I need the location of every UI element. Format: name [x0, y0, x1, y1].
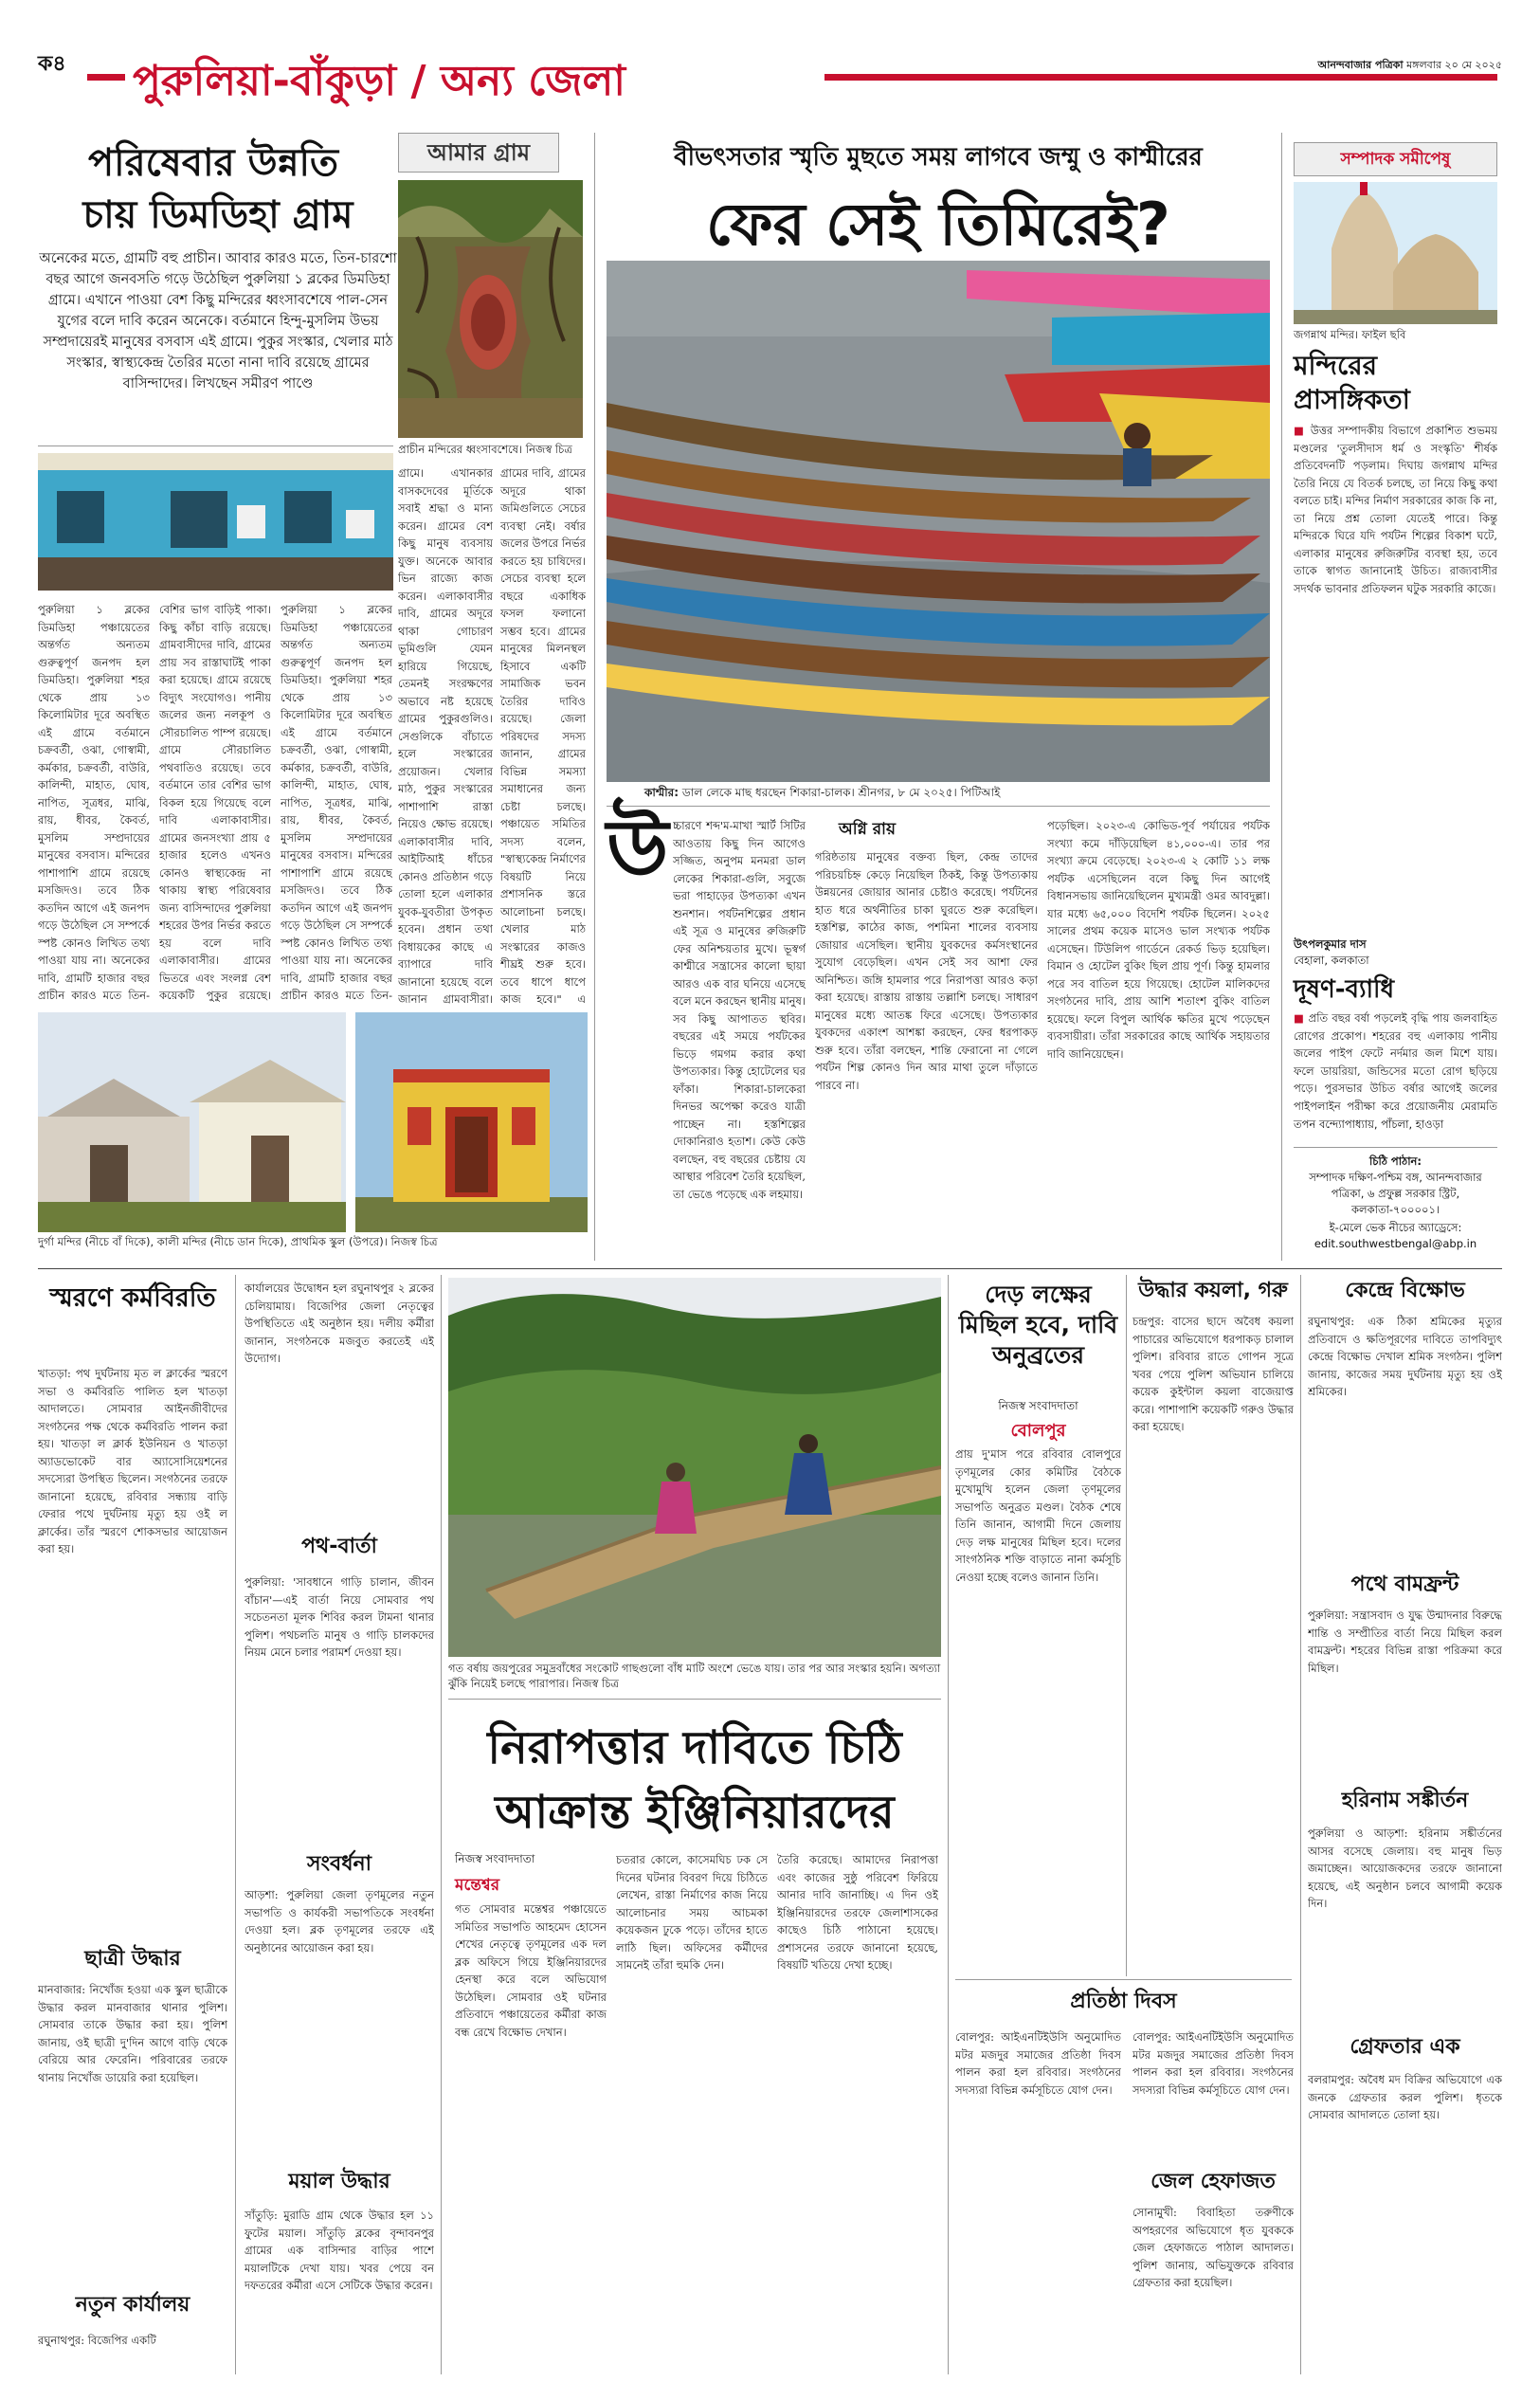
security-byline: নিজস্ব সংবাদদাতা [455, 1852, 535, 1865]
coal-body [1132, 1313, 1294, 1976]
left-head: পথে বামফ্রন্ট [1350, 1573, 1459, 1596]
python-head: ময়াল উদ্ধার [288, 2170, 390, 2193]
kirtan-body-text: পুরুলিয়া ও আড়শা: হরিনাম সঙ্কীর্তনের আসর বসেছে জেলায়। বহু মানুষ ভিড় জমাচ্ছেন। আয়োজকদের তরফে জানানো হয়েছে, এই অনুষ্ঠান চলবে আগামী কয়েক দিন। [1308, 1827, 1502, 1910]
village-headline-2: চায় ডিমডিহা গ্রাম [82, 193, 353, 237]
sambardhana-head: সংবর্ধনা [306, 1852, 372, 1876]
village-col-2-text: বেশির ভাগ বাড়িই পাকা। কিছু কাঁচা বাড়ি রয়েছে। গ্রামবাসীদের দাবি, গ্রামের প্রায় সব রাস্তাঘাটই পাকা করা হয়েছে। গ্রামে রয়েছে বিদ্যুৎ সংযোগও। পানীয় জলের জন্য নলকূপ ও সৌরচালিত পাম্প রয়েছে। গ্রামে সৌরচালিত পথবাতিও রয়েছে। তবে বর্তমানে তার বেশির ভাগ বিকল হয়ে গিয়েছে বলে দাবি এলাকাবাসীর। গ্রামের জনসংখ্যা প্রায় ৫ হাজার হলেও এখনও কোনও স্বাস্থ্যকেন্দ্র না থাকায় স্বাস্থ্য পরিষেবার জন্য বাসিন্দাদের পুরুলিয়া শহরের উপর নির্ভর করতে হয় বলে দাবি এলাকাবাসীর। গ্রামের ভিতরে এবং সংলগ্ন বেশ কয়েকটি পুকুর রয়েছে। [159, 603, 271, 1002]
school-image [38, 453, 393, 591]
kashmir-kicker: বীভৎসতার স্মৃতি মুছতে সময় লাগবে জম্মু ও কাশ্মীরের [674, 143, 1203, 172]
village-col-2b [281, 601, 392, 1004]
email-link[interactable]: ই-মেলে ভেক নীচের অ্যাড্রেসে: edit.southwestbengal@abp.in [1314, 1221, 1477, 1250]
coal-head: উদ্ধার কয়লা, গরু [1138, 1279, 1288, 1302]
security-col-2 [616, 1851, 768, 2368]
editor-bullet-1: ■ [1294, 424, 1306, 437]
rescue-head: ছাত্রী উদ্ধার [84, 1947, 181, 1971]
kicker-text: আমার গ্রাম [426, 139, 531, 166]
paper-date: মঙ্গলবার ২০ মে ২০২৫ [1406, 59, 1502, 71]
jail-body [1132, 2204, 1294, 2370]
editor-address-box [1294, 1147, 1497, 1261]
middle-body-text: কার্যালয়ের উদ্বোধন হল রঘুনাথপুর ২ ব্লকের চেলিয়ামায়। বিজেপির জেলা নেতৃত্বের উপস্থিতিতে এই অনুষ্ঠান হয়। দলীয় কর্মীরা জানান, সংগঠনকে মজবুত করতেই এই উদ্যোগ। [245, 1282, 434, 1365]
village-col-2 [159, 601, 271, 1004]
kashmir-col-3 [1047, 817, 1270, 1258]
kashmir-byline: অগ্নি রায় [838, 820, 896, 839]
kashmir-col-3-text: পড়েছিল। ২০২৩-এ কোভিড-পূর্ব পর্যায়ের পর্যটক সংখ্যা কমে দাঁড়িয়েছিল ৪১,০০০-এ। তার পর সংখ্যা ক্রমে বেড়েছে। ২০২৩-এ ২ কোটি ১১ লক্ষ পর্যটক এসেছিলেন বলে কিছু দিন আগেই বিধানসভায় জানিয়েছিলেন মুখ্যমন্ত্রী ওমর আবদুল্লা। যার মধ্যে ৬৫,০০০ বিদেশি পর্যটক ছিলেন। ২০২৫ সালের প্রথম কয়েক মাসেও ভাল সংখ্যক পর্যটক এসেছেন। টিউলিপ গার্ডেনে রেকর্ড ভিড় হয়েছিল। বিমান ও হোটেল বুকিং ছিল প্রায় পূর্ণ। কিন্তু হামলার পরে সব বাতিল হয়ে গিয়েছে। হোটেল মালিকদের সংগঠনের দাবি, প্রায় আশি শতাংশ বুকিং বাতিল হয়েছে। ফলে বিপুল আর্থিক ক্ষতির মুখে পড়েছেন ব্যবসায়ীরা। তাঁরা সরকারের কাছে আর্থিক সহায়তার দাবি জানিয়েছেন। [1047, 819, 1270, 1061]
shikara-caption-label: কাশ্মীর: [644, 786, 679, 799]
pathabarta-head: পথ-বার্তা [301, 1535, 377, 1558]
office-body [38, 2332, 227, 2360]
address-title: চিঠি পাঠান: [1368, 1155, 1422, 1168]
bottom-divider-4 [1126, 1275, 1127, 1976]
editor-sign-1-place: বেহালা, কলকাতা [1294, 954, 1369, 967]
ruined-temple-photo [398, 180, 583, 438]
arrest-head: গ্রেফতার এক [1350, 2035, 1460, 2059]
editor-head-1: মন্দিরের প্রাসঙ্গিকতা [1294, 350, 1410, 415]
editor-label [1294, 142, 1497, 176]
pratishtha-body-2 [1132, 2028, 1294, 2166]
rescue-body-text: মানবাজার: নিখোঁজ হওয়া এক স্কুল ছাত্রীকে উদ্ধার করল মানবাজার থানার পুলিশ। সোমবার তাকে উদ্ধার করা হয়। পুলিশ জানায়, ওই ছাত্রী দু'দিন আগে বাড়ি থেকে বেরিয়ে আর ফেরেনি। পরিবারের তরফে থানায় নিখোঁজ ডায়েরি করা হয়েছিল। [38, 1983, 227, 2084]
sambardhana-body [245, 1886, 434, 2171]
village-col-4-text: গ্রামের দাবি, গ্রামের অদূরে থাকা জমিগুলিতে সেচের ব্যবস্থা নেই। বর্ষার জলের উপরে নির্ভর করতে হয় চাষিদের। সেচের ব্যবস্থা হলে বছরে একাধিক ফসল ফলানো সম্ভব হবে। গ্রামের মানুষের মিলনস্থল হিসাবে একটি সামাজিক ভবন তৈরির দাবিও রয়েছে। জেলা পরিষদের সদস্য জানান, গ্রামের বিভিন্ন সমস্যা সমাধানের জন্য চেষ্টা চলছে। পঞ্চায়েত সমিতির সদস্য বলেন, "স্বাস্থ্যকেন্দ্র নির্মাণের বিষয়টি নিয়ে প্রশাসনিক স্তরে আলোচনা চলছে। খেলার মাঠ সংস্কারের কাজও শীঘ্রই শুরু হবে। তবে ধাপে ধাপে কাজ হবে।" এ [500, 466, 586, 1005]
durga-temple-image [38, 1012, 346, 1232]
bridge-photo [448, 1278, 941, 1657]
office-body-text: রঘুনাথপুর: বিজেপির একটি [38, 2334, 156, 2347]
kirtan-head: হরিনাম সঙ্কীর্তন [1341, 1789, 1469, 1812]
ruined-temple-caption: প্রাচীন মন্দিরের ধ্বংসাবশেষে। নিজস্ব চিত্র [398, 443, 572, 456]
security-col-1-text: গত সোমবার মন্তেশ্বর পঞ্চায়েতে সমিতির সভাপতি আহমেদ হোসেন শেখের নেতৃত্বে তৃণমূলের এক দল ব্লক অফিসে গিয়ে ইঞ্জিনিয়ারদের হেনস্থা করে বলে অভিযোগ উঠেছিল। সোমবার ওই ঘটনার প্রতিবাদে পঞ্চায়েতের কর্মীরা কাজ বন্ধ রেখে বিক্ষোভ দেখান। [455, 1902, 607, 2039]
security-rule [448, 1699, 941, 1700]
rally-byline: নিজস্ব সংবাদদাতা [998, 1399, 1078, 1412]
editor-sign-2: তপন বন্দ্যোপাধ্যায়, পাঁচলা, হাওড়া [1294, 1118, 1444, 1131]
protest-head: কেন্দ্রে বিক্ষোভ [1345, 1279, 1465, 1302]
security-col-2-text: চতরার কোলে, কাসেমঘিচ ঢক সে দিনের ঘটনার বিবরণ দিয়ে চিঠিতে লেখেন, রাস্তা নির্মাণের কাজ নিয়ে আলোচনার সময় আচমকা কয়েকজন ঢুকে পড়ে। তাঁদের হাতে লাঠি ছিল। অফিসের কর্মীদের সামনেই তাঁরা হুমকি দেন। [616, 1853, 768, 1972]
village-col-2b-text: পুরুলিয়া ১ ব্লকের ডিমডিহা পঞ্চায়েতের অন্তর্গত অন্যতম গুরুত্বপূর্ণ জনপদ হল ডিমডিহা। পুরুলিয়া শহর থেকে প্রায় ১৩ কিলোমিটার দূরে অবস্থিত এই গ্রামে বর্তমানে চক্রবর্তী, ওঝা, গোস্বামী, কর্মকার, চক্রবর্তী, বাউরি, কালিন্দী, মাহাত, ঘোষ, নাপিত, সূত্রধর, মাঝি, রায়, ধীবর, কৈবর্ত, মুসলিম সম্প্রদায়ের মানুষের বসবাস। মন্দিরের পাশাপাশি গ্রামে রয়েছে মসজিদও। তবে ঠিক কতদিন আগে এই জনপদ গড়ে উঠেছিল সে সম্পর্কে স্পষ্ট কোনও লিখিত তথ্য পাওয়া যায় না। অনেকের দাবি, গ্রামটি হাজার বছর প্রাচীন কারও মতে তিন- [281, 603, 392, 1002]
village-col-1-text: পুরুলিয়া ১ ব্লকের ডিমডিহা পঞ্চায়েতের অন্তর্গত অন্যতম গুরুত্বপূর্ণ জনপদ হল ডিমডিহা। পুরুলিয়া শহর থেকে প্রায় ১৩ কিলোমিটার দূরে অবস্থিত এই গ্রামে বর্তমানে চক্রবর্তী, ওঝা, গোস্বামী, কর্মকার, চক্রবর্তী, বাউরি, কালিন্দী, মাহাত, ঘোষ, নাপিত, সূত্রধর, মাঝি, রায়, ধীবর, কৈবর্ত, মুসলিম সম্প্রদায়ের মানুষের বসবাস। মন্দিরের পাশাপাশি গ্রামে রয়েছে মসজিদও। তবে ঠিক কতদিন আগে এই জনপদ গড়ে উঠেছিল সে সম্পর্কে স্পষ্ট কোনও লিখিত তথ্য পাওয়া যায় না। অনেকের দাবি, গ্রামটি হাজার বছর প্রাচীন কারও মতে তিন- [38, 603, 150, 1002]
village-col-1 [38, 601, 150, 1004]
sambardhana-body-text: আড়শা: পুরুলিয়া জেলা তৃণমূলের নতুন সভাপতি ও কার্যকরী সভাপতিকে সংবর্ধনা দেওয়া হল। ব্লক তৃণমূলের তরফে এই অনুষ্ঠানের আয়োজন করা হয়। [245, 1888, 434, 1955]
security-col-3-text: তৈরি করেছে। আমাদের নিরাপত্তা এবং কাজের সুষ্ঠু পরিবেশ ফিরিয়ে আনার দাবি জানাচ্ছি। এ দিন ওই ইঞ্জিনিয়ারদের তরফে জেলাশাসকের কাছেও চিঠি পাঠানো হয়েছে। প্রশাসনের তরফে জানানো হয়েছে, বিষয়টি খতিয়ে দেখা হচ্ছে। [777, 1853, 938, 1972]
kashmir-col-1-text: চ্চারণে শব্দ'ম-মাখা স্মার্ট সিটির আওতায় কিছু দিন আগেও সজ্জিত, অনুপম মনমরা ডাল লেকের শিকারা-গুলি, সবুজে ভরা পাহাড়ের উপত্যকা এখন শুনশান। পর্যটনশিল্পের প্রধান এই সূত্র ও মানুষের রুজিরুটি ফের অনিশ্চয়তার মুখে। ভূস্বর্গ কাশ্মীরে সন্ত্রাসের কালো ছায়া আরও এক বার ঘনিয়ে এসেছে বলে মনে করছেন স্থানীয় মানুষ। সব কিছু আপাতত স্থবির। বছরের এই সময়ে পর্যটকের ভিড়ে গমগম করার কথা উপত্যকার। কিন্তু হোটেলের ঘর ফাঁকা। শিকারা-চালকেরা দিনভর অপেক্ষা করেও যাত্রী পাচ্ছেন না। হস্তশিল্পের দোকানিরাও হতাশ। কেউ কেউ বলছেন, বহু বছরের চেষ্টায় যে আস্থার পরিবেশ তৈরি হয়েছিল, তা ভেঙে পড়েছে এক লহমায়। [673, 819, 806, 1201]
kashmir-col-2-text: গরিষ্ঠতায় মানুষের বক্তব্য ছিল, কেন্দ্র তাদের পরিচয়চিহ্ন কেড়ে নিয়েছিল ঠিকই, কিন্তু উপত্যকায় উন্নয়নের জোয়ার আনার চেষ্টাও করেছে। পর্যটনের হাত ধরে অর্থনীতির চাকা ঘুরতে শুরু করেছিল। হস্তশিল্প, কাঠের কাজ, পশমিনা শালের ব্যবসায় জোয়ার এসেছিল। স্থানীয় যুবকদের কর্মসংস্থানের সুযোগ বেড়েছিল। এখন সেই সব আশা ফের অনিশ্চিত। জঙ্গি হামলার পরে নিরাপত্তা আরও কড়া করা হয়েছে। রাস্তায় রাস্তায় তল্লাশি চলছে। সাধারণ মানুষের মধ্যে আতঙ্ক ফিরে এসেছে। উপত্যকার যুবকদের একাংশ আশঙ্কা করছেন, ফের ধরপাকড় শুরু হবে। তাঁরা বলছেন, শান্তি ফেরানো না গেলে পর্যটন শিল্প কোনও দিন আর মাথা তুলে দাঁড়াতে পারবে না। [815, 850, 1038, 1092]
editor-sign-1-name: উৎপলকুমার দাস [1294, 937, 1367, 951]
editor-body-1-text: উত্তর সম্পাদকীয় বিভাগে প্রকাশিত শুভময় মণ্ডলের 'তুলসীদাস ধর্ম ও সংস্কৃতি' শীর্ষক প্রতিবেদনটি পড়লাম। দিঘায় জগন্নাথ মন্দির তৈরি নিয়ে যে বিতর্ক চলছে, তা নিয়ে কিছু কথা বলতে চাই। মন্দির নির্মাণ সরকারের কাজ কি না, তা নিয়ে প্রশ্ন তোলা যেতেই পারে। কিন্তু মন্দিরকে ঘিরে যদি পর্যটন শিল্পের বিকাশ ঘটে, এলাকার মানুষের রুজিরুটির ব্যবস্থা হয়, তবে তাকে স্বাগত জানানোই উচিত। রাজ্যবাসীর সদর্থক ভাবনার প্রতিফলন ঘটুক সরকারি কাজে। [1294, 424, 1497, 595]
rally-body [955, 1446, 1121, 1976]
python-body [245, 2207, 434, 2368]
kashmir-divider [1281, 133, 1282, 1261]
office-head: নতুন কার্যালয় [75, 2293, 190, 2317]
pratishtha-body [955, 2028, 1121, 2370]
security-headline-1: নিরাপত্তার দাবিতে চিঠি [487, 1721, 902, 1774]
bottom-divider-5 [1300, 1275, 1301, 2374]
kali-temple-photo [355, 1012, 588, 1232]
security-dateline: মন্তেশ্বর [455, 1876, 500, 1895]
address-text: সম্পাদক দক্ষিণ-পশ্চিম বঙ্গ, আনন্দবাজার পত্রিকা, ৬ প্রফুল্ল সরকার স্ট্রিট, কলকাতা-৭০০০০১। [1309, 1171, 1482, 1216]
editor-head-2: দূষণ-ব্যাধি [1294, 975, 1395, 1004]
kashmir-drop-cap: উ [607, 802, 669, 895]
editor-bullet-2: ■ [1294, 1011, 1305, 1025]
pathabarta-body [245, 1573, 434, 1848]
shikara-caption-text: ডাল লেকে মাছ ধরছেন শিকারা-চালক। শ্রীনগর, ৮ মে ২০২৫। পিটিআই [679, 786, 1001, 799]
masthead-red-rule [824, 74, 1497, 81]
village-divider [594, 133, 595, 1261]
masthead [0, 0, 1540, 133]
smarane-body-text: খাতড়া: পথ দুর্ঘটনায় মৃত ল ক্লার্কের স্মরণে সভা ও কর্মবিরতি পালিত হল খাতড়া আদালতে। সোমবার আইনজীবীদের সংগঠনের পক্ষ থেকে কর্মবিরতি পালন করা হয়। খাতড়া ল ক্লার্ক ইউনিয়ন ও খাতড়া অ্যাডভোকেট বার অ্যাসোসিয়েশনের সদস্যেরা উপস্থিত ছিলেন। সংগঠনের তরফে জানানো হয়েছে, রবিবার সন্ধ্যায় বাড়ি ফেরার পথে দুর্ঘটনায় মৃত্যু হয় ওই ল ক্লার্কের। তাঁর স্মরণে শোকসভার আয়োজন করা হয়। [38, 1367, 227, 1555]
security-headline-2: আক্রান্ত ইঞ্জিনিয়ারদের [495, 1786, 895, 1839]
school-photo [38, 453, 393, 591]
coal-body-text: চন্দ্রপুর: বাসের ছাদে অবৈধ কয়লা পাচারের অভিযোগে ধরপাকড় চালাল পুলিশ। রবিবার রাতে গোপন সূত্রে খবর পেয়ে পুলিশ অভিযান চালিয়ে কয়েক কুইন্টাল কয়লা বাজেয়াপ্ত করে। পাশাপাশি কয়েকটি গরুও উদ্ধার করা হয়েছে। [1132, 1315, 1294, 1433]
kashmir-headline: ফের সেই তিমিরেই? [706, 190, 1170, 259]
shikara-photo [607, 261, 1270, 782]
kali-temple-image [355, 1012, 588, 1232]
village-col-3 [398, 464, 493, 1005]
arrest-body-text: বলরামপুর: অবৈধ মদ বিক্রির অভিযোগে এক জনকে গ্রেফতার করল পুলিশ। ধৃতকে সোমবার আদালতে তোলা হয়। [1308, 2073, 1502, 2121]
jagannath-temple-photo [1294, 182, 1497, 324]
section-title: পুরুলিয়া-বাঁকুড়া / অন্য জেলা [133, 57, 626, 105]
editor-label-text: সম্পাদক সমীপেষু [1340, 150, 1451, 169]
editor-body-2-text: প্রতি বছর বর্ষা পড়লেই বৃদ্ধি পায় জলবাহিত রোগের প্রকোপ। শহরের বহু এলাকায় পানীয় জলের পাইপ ফেটে নর্দমার জল মিশে যায়। ফলে ডায়রিয়া, জন্ডিসের মতো রোগ ছড়িয়ে পড়ে। পুরসভার উচিত বর্ষার আগেই জলের পাইপলাইন পরীক্ষা করে প্রয়োজনীয় মেরামতি [1294, 1011, 1497, 1113]
bottom-divider-2 [441, 1275, 442, 2374]
kashmir-col-2 [815, 848, 1038, 1258]
masthead-red-bar [87, 74, 125, 81]
pathabarta-body-text: পুরুলিয়া: 'সাবধানে গাড়ি চালান, জীবন বাঁচান'—এই বার্তা নিয়ে সোমবার পথ সচেতনতা মূলক শিবির করল টামনা থানার পুলিশ। পথচলতি মানুষ ও গাড়ি চালকদের নিয়ম মেনে চলার পরামর্শ দেওয়া হয়। [245, 1575, 434, 1659]
paper-title: আনন্দবাজার পত্রিকা [1317, 59, 1404, 71]
village-col-4 [500, 464, 586, 1005]
pratishtha-body-text: বোলপুর: আইএনটিইউসি অনুমোদিত মটর মজদুর সমাজের প্রতিষ্ঠা দিবস পালন করা হল রবিবার। সংগঠনের সদস্যরা বিভিন্ন কর্মসূচিতে যোগ দেন। [955, 2030, 1121, 2097]
protest-body-text: রঘুনাথপুর: এক ঠিকা শ্রমিকের মৃত্যুর প্রতিবাদে ও ক্ষতিপূরণের দাবিতে তাপবিদ্যুৎ কেন্দ্রে বিক্ষোভ দেখাল শ্রমিক সংগঠন। পুলিশ জানায়, কাজের সময় দুর্ঘটনায় মৃত্যু হয় ওই শ্রমিকের। [1308, 1315, 1502, 1398]
protest-body [1308, 1313, 1502, 1569]
bottom-divider-3 [948, 1275, 949, 2374]
temples-caption: দুর্গা মন্দির (নীচে বাঁ দিকে), কালী মন্দির (নীচে ডান দিকে), প্রাথমিক স্কুল (উপরে)। নিজস্ব চিত্র [38, 1235, 438, 1248]
smarane-body [38, 1365, 227, 1820]
village-rule [38, 445, 393, 446]
village-headline-1: পরিষেবার উন্নতি [88, 141, 338, 185]
jail-head: জেল হেফাজত [1150, 2170, 1276, 2193]
page-number: ক৪ [38, 52, 66, 76]
kashmir-rule [607, 806, 1270, 807]
arrest-body [1308, 2071, 1502, 2370]
kirtan-body [1308, 1825, 1502, 2028]
amar-gram-kicker [398, 133, 559, 173]
bridge-image [448, 1278, 941, 1657]
pratishtha-rule [955, 1979, 1292, 1980]
smarane-head: স্মরণে কর্মবিরতি [49, 1283, 216, 1313]
durga-temple-photo [38, 1012, 346, 1232]
village-intro: অনেকের মতে, গ্রামটি বহু প্রাচীন। আবার কারও মতে, তিন-চারশো বছর আগে জনবসতি গড়ে উঠেছিল পুরুলিয়া ১ ব্লকের ডিমডিহা গ্রামে। এখানে পাওয়া বেশ কিছু মন্দিরের ধ্বংসাবশেষে পাল-সেন যুগের বলে দাবি করেন অনেকে। বর্তমানে হিন্দু-মুসলিম উভয় সম্প্রদায়েরই মানুষের বসবাস এই গ্রামে। পুকুর সংস্কার, খেলার মাঠ সংস্কার, স্বাস্থ্যকেন্দ্র তৈরির মতো নানা দাবি রয়েছে গ্রামের বাসিন্দাদের। লিখছেন সমীরণ পাণ্ডে [39, 251, 397, 391]
jail-body-text: সোনামুখী: বিবাহিতা তরুণীকে অপহরণের অভিযোগে ধৃত যুবককে জেল হেফাজতে পাঠাল আদালত। পুলিশ জানায়, অভিযুক্তকে রবিবার গ্রেফতার করা হয়েছিল। [1132, 2206, 1294, 2289]
middle-body [245, 1280, 434, 1531]
rally-dateline: বোলপুর [1010, 1421, 1066, 1441]
security-col-1 [455, 1900, 607, 2370]
shikara-caption [644, 785, 1260, 800]
shikara-image [607, 261, 1270, 782]
rally-head: দেড় লক্ষের মিছিল হবে, দাবি অনুব্রতের [958, 1281, 1118, 1369]
left-body-text: পুরুলিয়া: সন্ত্রাসবাদ ও যুদ্ধ উন্মাদনার বিরুদ্ধে শান্তি ও সম্প্রীতির বার্তা নিয়ে মিছিল করল বামফ্রন্ট। শহরের বিভিন্ন রাস্তা পরিক্রমা করে মিছিল। [1308, 1609, 1502, 1675]
python-body-text: সাঁতুড়ি: মুরাডি গ্রাম থেকে উদ্ধার হল ১১ ফুটের ময়াল। সাঁতুড়ি ব্লকের বৃন্দাবনপুর গ্রামের এক বাসিন্দার বাড়ির পাশে ময়ালটিকে দেখা যায়। খবর পেয়ে বন দফতরের কর্মীরা এসে সেটিকে উদ্ধার করেন। [245, 2209, 434, 2292]
jagannath-caption: জগন্নাথ মন্দির। ফাইল ছবি [1294, 328, 1406, 341]
pratishtha-head: প্রতিষ্ঠা দিবস [1070, 1990, 1177, 2013]
left-body [1308, 1607, 1502, 1768]
pratishtha-body-2-text: বোলপুর: আইএনটিইউসি অনুমোদিত মটর মজদুর সমাজের প্রতিষ্ঠা দিবস পালন করা হল রবিবার। সংগঠনের সদস্যরা বিভিন্ন কর্মসূচিতে যোগ দেন। [1132, 2030, 1294, 2097]
kashmir-col-1 [673, 817, 806, 1258]
bottom-divider-1 [235, 1275, 236, 2374]
rally-body-text: প্রায় দু'মাস পরে রবিবার বোলপুরে তৃণমূলের কোর কমিটির বৈঠকে মুখোমুখি হলেন জেলা তৃণমূলের সভাপতি অনুব্রত মণ্ডল। বৈঠক শেষে তিনি জানান, আগামী দিনে জেলায় দেড় লক্ষ মানুষের মিছিল হবে। দলের সাংগঠনিক শক্তি বাড়াতে নানা কর্মসূচি নেওয়া হচ্ছে বলেও জানান তিনি। [955, 1447, 1121, 1584]
paper-name [1318, 57, 1502, 75]
editor-body-2 [1294, 1009, 1497, 1114]
editor-body-1 [1294, 422, 1497, 934]
jagannath-temple-image [1294, 182, 1497, 324]
security-col-3 [777, 1851, 938, 2368]
village-col-3-text: গ্রামে। এখানকার বাসকদেবের মূর্তিকে সবাই শ্রদ্ধা ও মান্য করেন। গ্রামের বেশ কিছু মানুষ ব্যবসায় যুক্ত। অনেকে আবার ভিন রাজ্যে কাজ করেন। এলাকাবাসীর দাবি, গ্রামের অদূরে থাকা গোচারণ ভূমিগুলি যেমন হারিয়ে গিয়েছে, তেমনই সংরক্ষণের অভাবে নষ্ট হয়েছে গ্রামের পুকুরগুলিও। সেগুলিকে বাঁচাতে হলে সংস্কারের প্রয়োজন। খেলার মাঠ, পুকুর সংস্কারের পাশাপাশি রাস্তা নিয়েও ক্ষোভ রয়েছে। এলাকাবাসীর দাবি, আইটিআই ধাঁচের কোনও প্রতিষ্ঠান গড়ে তোলা হলে এলাকার যুবক-যুবতীরা উপকৃত হবেন। প্রধান তথা বিধায়কের কাছে এ ব্যাপারে দাবি জানানো হয়েছে বলে জানান গ্রামবাসীরা। [398, 466, 493, 1005]
rescue-body [38, 1981, 227, 2190]
bridge-caption: গত বর্ষায় জয়পুরের সমুদ্রবাঁধের সংকোট গাছগুলো বাঁধ মাটি অংশে ভেঙে যায়। তার পর আর সংস্কার হয়নি। অগত্যা ঝুঁকি নিয়েই চলছে পারাপার। নিজস্ব চিত্র [448, 1662, 941, 1690]
bottom-section-rule [38, 1268, 1502, 1269]
editor-sign-1 [1294, 936, 1497, 969]
ruined-temple-image [398, 180, 583, 438]
